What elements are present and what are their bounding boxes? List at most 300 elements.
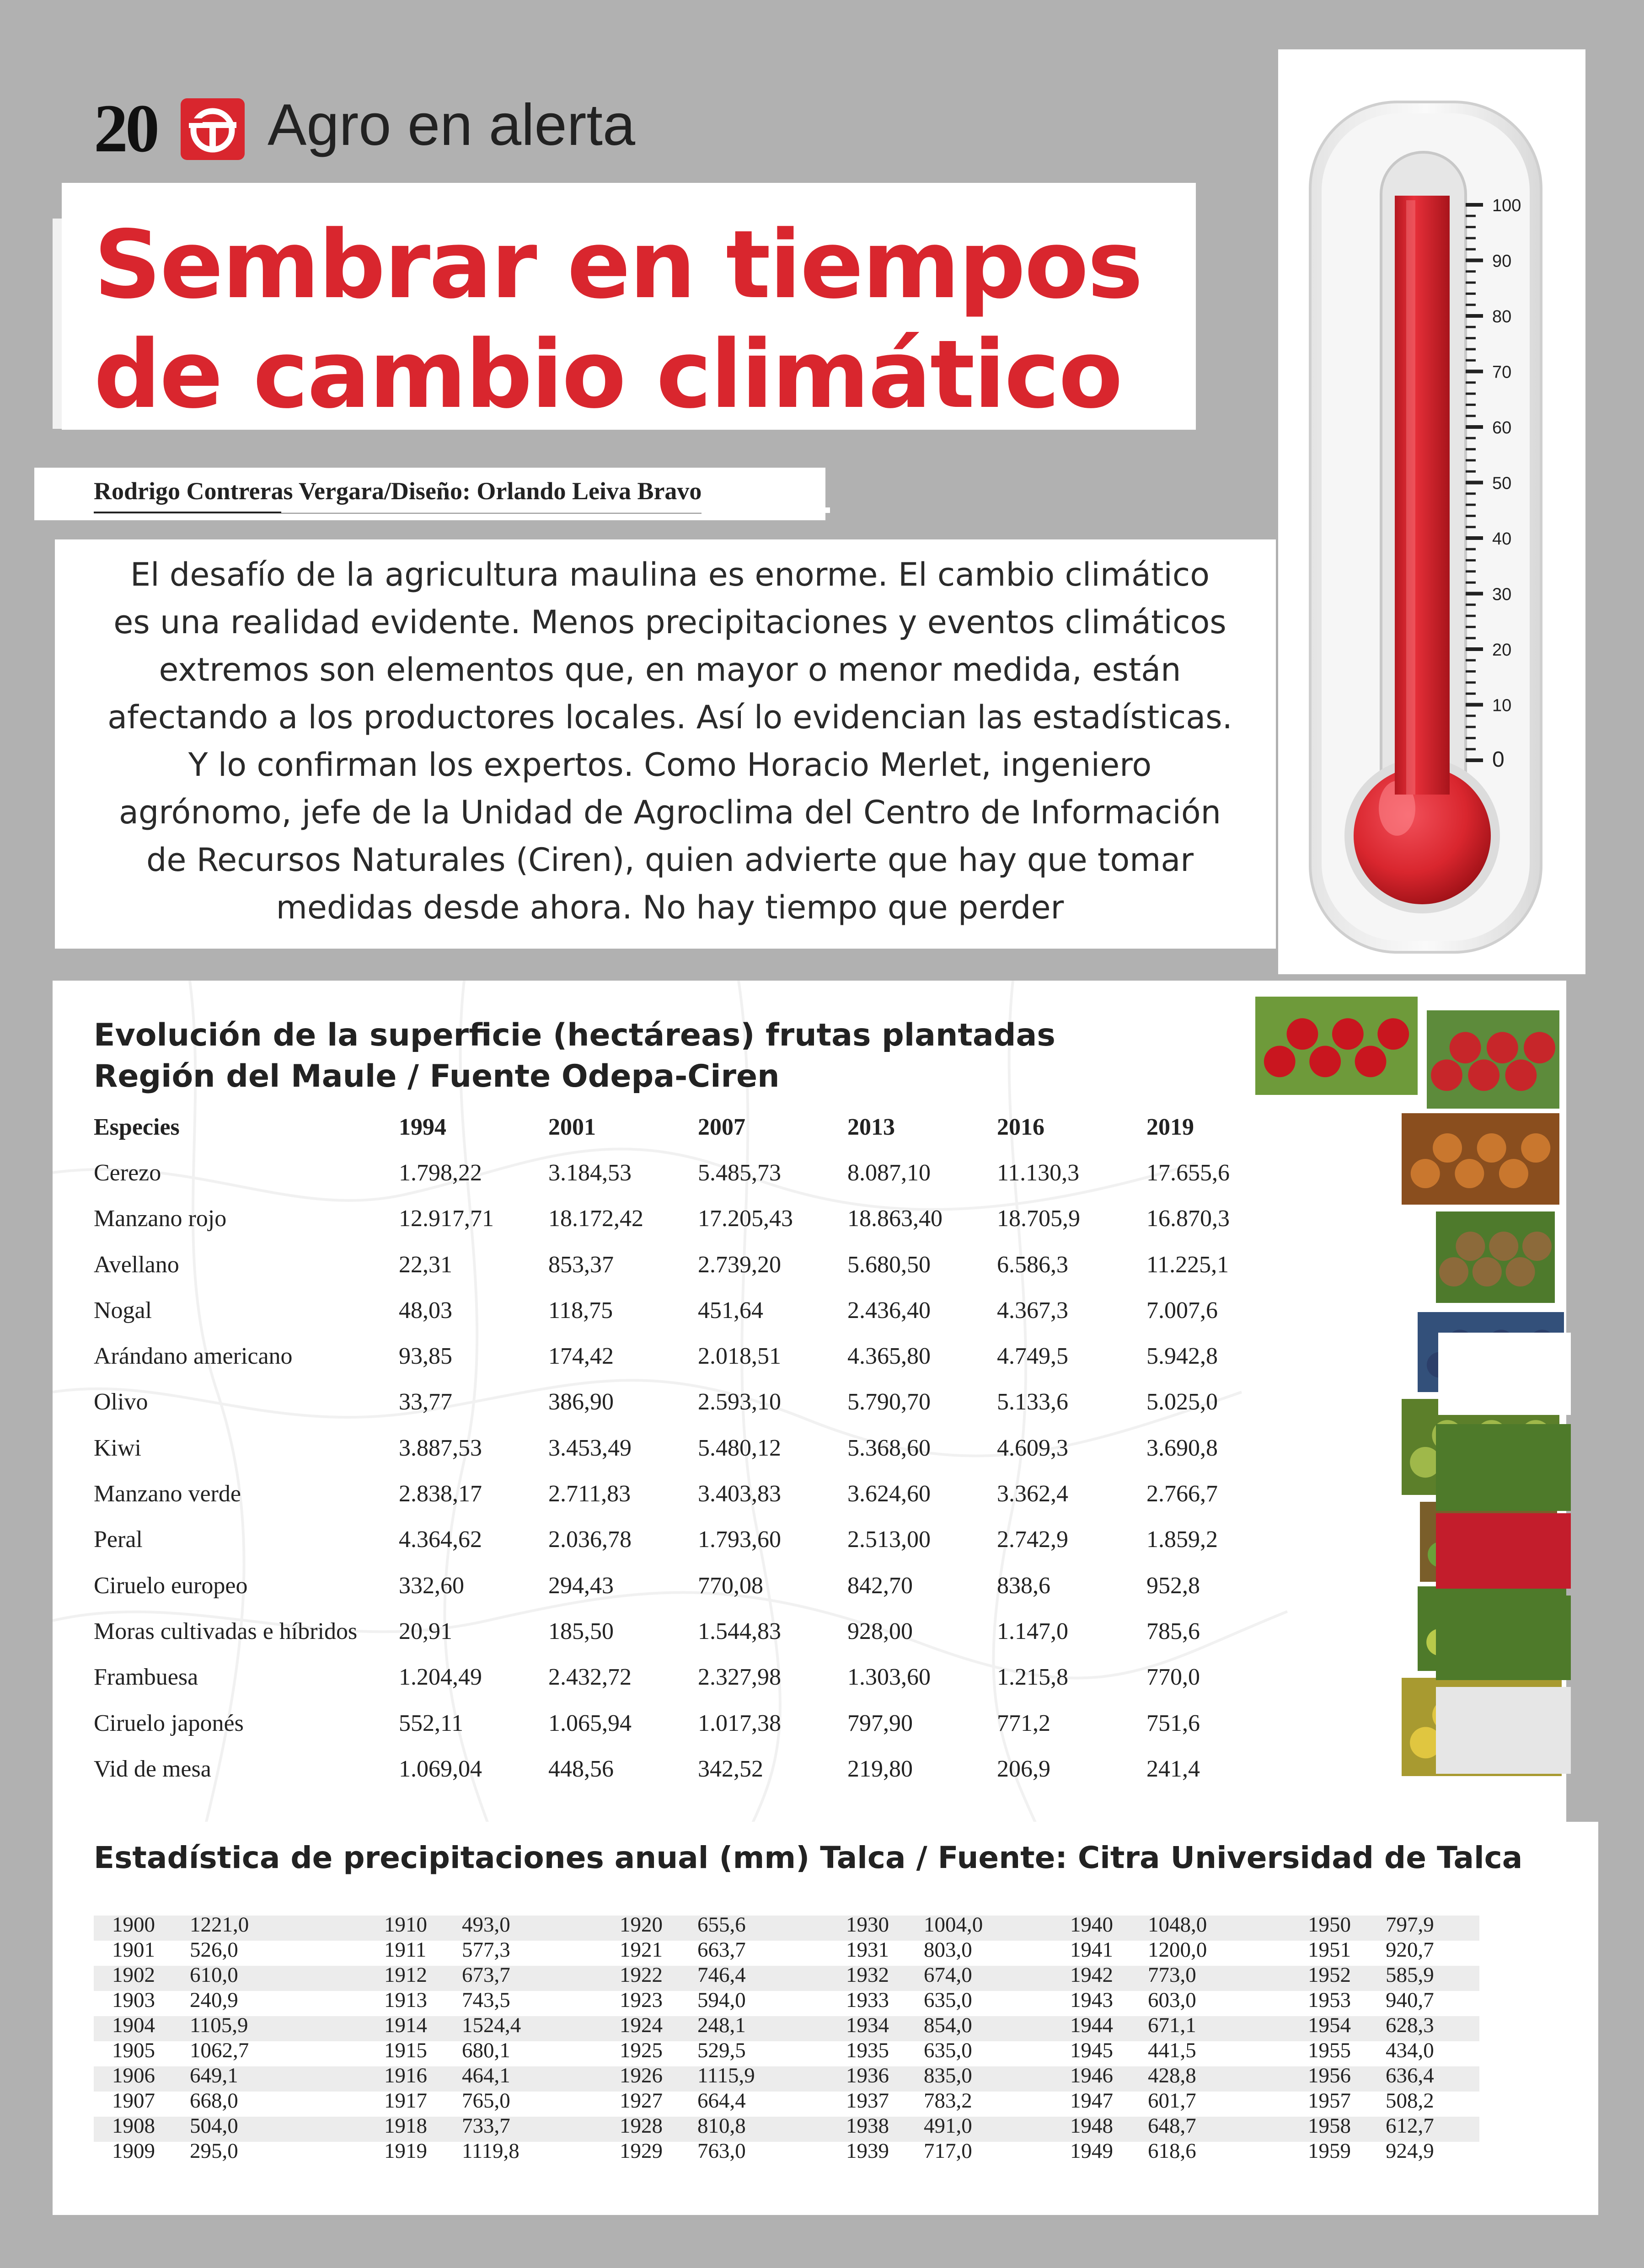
precipitation-row [828,2038,983,2063]
rainfall-cell: 680,1 [462,2039,510,2062]
year-cell: 1932 [846,1963,889,1987]
rainfall-cell: 636,4 [1386,2064,1434,2087]
year-cell: 1914 [384,2013,427,2037]
precipitation-decade-column [601,1912,755,2164]
precipitation-row [828,1988,983,2013]
area-cell: 3.887,53 [399,1435,482,1461]
year-cell: 1924 [620,2013,663,2037]
rainfall-cell: 635,0 [924,2039,972,2062]
year-cell: 1938 [846,2114,889,2138]
headline-line-2: de cambio climático [94,320,1122,429]
year-cell: 1907 [112,2089,155,2113]
area-cell: 2.711,83 [548,1481,631,1507]
rainfall-cell: 803,0 [924,1938,972,1962]
year-cell: 1939 [846,2139,889,2163]
year-cell: 1904 [112,2013,155,2037]
precipitation-row [94,2088,249,2113]
area-cell: 18.172,42 [548,1206,643,1232]
area-cell: 3.184,53 [548,1159,632,1186]
intro-line: afectando a los productores locales. Así lo evidencian las estadísticas. [107,699,1232,736]
year-cell: 1953 [1308,1988,1351,2012]
rainfall-cell: 940,7 [1386,1988,1434,2012]
year-cell: 1927 [620,2089,663,2113]
page-number: 20 [94,91,157,166]
fruit-table-title [94,1015,1055,1097]
precipitation-row [1290,2063,1434,2088]
rainfall-cell: 668,0 [190,2089,238,2113]
area-cell: 2.766,7 [1146,1481,1218,1507]
rainfall-cell: 585,9 [1386,1963,1434,1987]
hazelnuts-photo [1402,1113,1559,1205]
rainfall-cell: 773,0 [1148,1963,1196,1987]
rainfall-cell: 612,7 [1386,2114,1434,2138]
area-cell: 1.147,0 [997,1618,1068,1644]
area-cell: 5.680,50 [847,1251,931,1278]
precipitation-row [601,2113,755,2139]
year-cell: 1913 [384,1988,427,2012]
table-row [94,1608,1238,1654]
area-cell: 451,64 [698,1297,763,1323]
precipitation-row [94,1988,249,2013]
year-cell: 1933 [846,1988,889,2012]
area-cell: 206,9 [997,1756,1050,1782]
species-cell: Kiwi [94,1435,141,1461]
area-cell: 18.863,40 [847,1206,942,1232]
scale-label: 50 [1492,474,1512,493]
table-row [94,1563,1238,1608]
rainfall-cell: 603,0 [1148,1988,1196,2012]
year-cell: 1947 [1070,2089,1113,2113]
year-cell: 1911 [384,1938,427,1962]
species-cell: Moras cultivadas e híbridos [94,1618,358,1644]
rainfall-cell: 1200,0 [1148,1938,1207,1962]
area-cell: 785,6 [1146,1618,1200,1644]
precipitation-row [601,2088,755,2113]
area-cell: 853,37 [548,1251,614,1278]
precipitation-row [601,1912,755,1937]
area-cell: 22,31 [399,1251,452,1278]
year-cell: 1934 [846,2013,889,2037]
precipitation-row [366,2063,521,2088]
area-cell: 5.480,12 [698,1435,781,1461]
table-row [94,1471,1238,1516]
precipitation-decade-column [828,1912,983,2164]
rainfall-cell: 441,5 [1148,2039,1196,2062]
year-cell: 1943 [1070,1988,1113,2012]
scale-label: 20 [1492,640,1512,660]
column-header-year: 2001 [548,1114,596,1140]
precipitation-row [366,1988,521,2013]
rainfall-cell: 664,4 [697,2089,746,2113]
table-row [94,1700,1238,1746]
year-cell: 1948 [1070,2114,1113,2138]
area-cell: 12.917,71 [399,1206,494,1232]
rainfall-cell: 1062,7 [190,2039,249,2062]
precipitation-row [601,2063,755,2088]
precipitation-row [94,1963,249,1988]
species-cell: Avellano [94,1251,179,1278]
fruit-photo-collage [1255,997,1571,1788]
rainfall-cell: 240,9 [190,1988,238,2012]
scale-label: 30 [1492,585,1512,604]
table-row [94,1654,1238,1700]
precipitation-row-stripes [94,1916,1479,2167]
year-cell: 1944 [1070,2013,1113,2037]
japanese-plum-photo [1436,1596,1571,1680]
area-cell: 2.593,10 [698,1389,781,1415]
precipitation-row [601,2038,755,2063]
area-cell: 3.453,49 [548,1435,632,1461]
area-cell: 3.403,83 [698,1481,781,1507]
area-cell: 797,90 [847,1710,913,1736]
area-cell: 1.204,49 [399,1664,482,1691]
rainfall-cell: 1048,0 [1148,1913,1207,1937]
rainfall-cell: 248,1 [697,2013,746,2037]
year-cell: 1950 [1308,1913,1351,1937]
rainfall-cell: 504,0 [190,2114,238,2138]
area-cell: 5.025,0 [1146,1389,1218,1415]
area-cell: 3.362,4 [997,1481,1068,1507]
year-cell: 1955 [1308,2039,1351,2062]
column-header-year: 1994 [399,1114,446,1140]
area-cell: 1.065,94 [548,1710,632,1736]
precipitation-row [94,2113,249,2139]
area-cell: 8.087,10 [847,1159,931,1186]
precipitation-decade-column [366,1912,521,2164]
precipitation-row [366,1963,521,1988]
scale-label: 0 [1492,747,1505,772]
rainfall-cell: 529,5 [697,2039,746,2062]
area-cell: 2.513,00 [847,1526,931,1553]
precipitation-row [366,2088,521,2113]
headline-line-1: Sembrar en tiempos [94,211,1142,320]
area-cell: 2.018,51 [698,1343,781,1370]
grapes-photo [1436,1687,1571,1774]
rainfall-cell: 743,5 [462,1988,510,2012]
precipitation-decade-column [1052,1912,1207,2164]
year-cell: 1949 [1070,2139,1113,2163]
rainfall-cell: 649,1 [190,2064,238,2087]
area-cell: 928,00 [847,1618,913,1644]
area-cell: 33,77 [399,1389,452,1415]
area-cell: 2.436,40 [847,1297,931,1323]
area-cell: 2.838,17 [399,1481,482,1507]
precipitation-row [828,1963,983,1988]
area-cell: 2.742,9 [997,1526,1068,1553]
rainfall-cell: 1004,0 [924,1913,983,1937]
headline [94,210,1142,430]
precipitation-row [828,1912,983,1937]
precipitation-row [366,1912,521,1937]
area-cell: 2.739,20 [698,1251,781,1278]
precipitation-row [1290,2088,1434,2113]
intro-line: extremos son elementos que, en mayor o menor medida, están [159,651,1181,688]
section-title: Agro en alerta [268,92,636,158]
area-cell: 552,11 [399,1710,464,1736]
year-cell: 1906 [112,2064,155,2087]
year-cell: 1946 [1070,2064,1113,2087]
precipitation-row [1052,1963,1207,1988]
rainfall-cell: 717,0 [924,2139,972,2163]
rainfall-cell: 295,0 [190,2139,238,2163]
rainfall-cell: 835,0 [924,2064,972,2087]
year-cell: 1922 [620,1963,663,1987]
rainfall-cell: 655,6 [697,1913,746,1937]
rainfall-cell: 508,2 [1386,2089,1434,2113]
scale-label: 60 [1492,418,1512,438]
table-row [94,1287,1238,1333]
precipitation-row [1052,2113,1207,2139]
precipitation-row [94,1912,249,1937]
precipitation-row [94,2013,249,2038]
area-cell: 4.367,3 [997,1297,1068,1323]
precipitation-row [601,2013,755,2038]
area-cell: 48,03 [399,1297,452,1323]
precipitation-row [1052,2139,1207,2164]
rainfall-cell: 765,0 [462,2089,510,2113]
year-cell: 1931 [846,1938,889,1962]
table-row [94,1150,1238,1195]
species-cell: Ciruelo europeo [94,1572,248,1599]
year-cell: 1958 [1308,2114,1351,2138]
year-cell: 1900 [112,1913,155,1937]
year-cell: 1919 [384,2139,427,2163]
area-cell: 219,80 [847,1756,913,1782]
year-cell: 1929 [620,2139,663,2163]
area-cell: 241,4 [1146,1756,1200,1782]
rainfall-cell: 663,7 [697,1938,746,1962]
rainfall-cell: 628,3 [1386,2013,1434,2037]
area-cell: 838,6 [997,1572,1050,1599]
scale-label: 90 [1492,251,1512,271]
intro-line: es una realidad evidente. Menos precipitaciones y eventos climáticos [113,603,1226,641]
scale-label: 80 [1492,307,1512,326]
precipitation-title: Estadística de precipitaciones anual (mm) Talca / Fuente: Citra Universidad de Talca [94,1840,1523,1875]
precipitation-row [601,1963,755,1988]
species-cell: Vid de mesa [94,1756,211,1782]
area-cell: 1.859,2 [1146,1526,1218,1553]
precipitation-decade-column [1290,1912,1434,2164]
area-cell: 294,43 [548,1572,614,1599]
species-cell: Peral [94,1526,143,1553]
species-cell: Manzano verde [94,1481,241,1507]
rainfall-cell: 763,0 [697,2139,746,2163]
year-cell: 1903 [112,1988,155,2012]
area-cell: 386,90 [548,1389,614,1415]
fruit-surface-table [94,1104,1238,1792]
species-cell: Cerezo [94,1159,161,1186]
area-cell: 1.793,60 [698,1526,781,1553]
thermometer-icon [1278,49,1585,974]
rainfall-cell: 601,7 [1148,2089,1196,2113]
red-apple-photo [1427,1010,1559,1109]
rainfall-cell: 577,3 [462,1938,510,1962]
area-cell: 17.655,6 [1146,1159,1230,1186]
rainfall-cell: 618,6 [1148,2139,1196,2163]
intro-line: El desafío de la agricultura maulina es enorme. El cambio climático [130,556,1210,593]
year-cell: 1959 [1308,2139,1351,2163]
fruit-table-title-line-1: Evolución de la superficie (hectáreas) frutas plantadas [94,1017,1055,1053]
intro-paragraph [87,551,1253,931]
cherries-photo [1255,997,1418,1095]
rainfall-cell: 783,2 [924,2089,972,2113]
byline-underline-cover [281,507,830,513]
precipitation-decade-column [94,1912,249,2164]
year-cell: 1910 [384,1913,427,1937]
year-cell: 1917 [384,2089,427,2113]
rainfall-cell: 464,1 [462,2064,510,2087]
area-cell: 6.586,3 [997,1251,1068,1278]
area-cell: 2.327,98 [698,1664,781,1691]
year-cell: 1954 [1308,2013,1351,2037]
area-cell: 4.364,62 [399,1526,482,1553]
area-cell: 1.017,38 [698,1710,781,1736]
blackberries-photo [1438,1333,1571,1415]
area-cell: 5.133,6 [997,1389,1068,1415]
area-cell: 18.705,9 [997,1206,1080,1232]
area-cell: 952,8 [1146,1572,1200,1599]
precipitation-row [1290,1988,1434,2013]
walnut-photo [1436,1211,1555,1303]
rainfall-cell: 491,0 [924,2114,972,2138]
area-cell: 1.215,8 [997,1664,1068,1691]
precipitation-row [94,1937,249,1963]
year-cell: 1925 [620,2039,663,2062]
area-cell: 11.130,3 [997,1159,1080,1186]
scale-label: 10 [1492,696,1512,715]
precipitation-row [366,1937,521,1963]
area-cell: 93,85 [399,1343,452,1370]
table-row [94,1379,1238,1425]
year-cell: 1937 [846,2089,889,2113]
scale-label: 100 [1492,196,1521,215]
table-row [94,1196,1238,1242]
rainfall-cell: 428,8 [1148,2064,1196,2087]
rainfall-cell: 924,9 [1386,2139,1434,2163]
precipitation-row [601,1988,755,2013]
column-header-year: 2016 [997,1114,1044,1140]
rainfall-cell: 810,8 [697,2114,746,2138]
precipitation-row [366,2113,521,2139]
rainfall-cell: 635,0 [924,1988,972,2012]
area-cell: 7.007,6 [1146,1297,1218,1323]
rainfall-cell: 674,0 [924,1963,972,1987]
year-cell: 1915 [384,2039,427,2062]
year-cell: 1920 [620,1913,663,1937]
precipitation-row [366,2038,521,2063]
precipitation-row [1290,1937,1434,1963]
species-cell: Manzano rojo [94,1206,227,1232]
rainfall-cell: 526,0 [190,1938,238,1962]
table-row [94,1517,1238,1563]
rainfall-cell: 594,0 [697,1988,746,2012]
area-cell: 1.544,83 [698,1618,781,1644]
area-cell: 2.432,72 [548,1664,632,1691]
intro-line: de Recursos Naturales (Ciren), quien advierte que hay que tomar [146,841,1194,879]
column-header-year: 2007 [698,1114,745,1140]
precipitation-row [366,2013,521,2038]
area-cell: 5.485,73 [698,1159,781,1186]
year-cell: 1926 [620,2064,663,2087]
area-cell: 1.069,04 [399,1756,482,1782]
raspberries-photo [1436,1513,1571,1589]
area-cell: 5.942,8 [1146,1343,1218,1370]
table-row [94,1746,1238,1792]
area-cell: 448,56 [548,1756,614,1782]
year-cell: 1942 [1070,1963,1113,1987]
precipitation-row [601,1937,755,1963]
year-cell: 1936 [846,2064,889,2087]
year-cell: 1923 [620,1988,663,2012]
species-cell: Frambuesa [94,1664,198,1691]
species-cell: Nogal [94,1297,152,1323]
area-cell: 1.303,60 [847,1664,931,1691]
area-cell: 5.790,70 [847,1389,931,1415]
rainfall-cell: 854,0 [924,2013,972,2037]
precipitation-row [1052,1988,1207,2013]
area-cell: 770,08 [698,1572,763,1599]
area-cell: 4.609,3 [997,1435,1068,1461]
precipitation-row [94,2063,249,2088]
area-cell: 5.368,60 [847,1435,931,1461]
precipitation-row [1052,2013,1207,2038]
area-cell: 3.624,60 [847,1481,931,1507]
rainfall-cell: 671,1 [1148,2013,1196,2037]
precipitation-row [1290,2038,1434,2063]
rainfall-cell: 648,7 [1148,2114,1196,2138]
species-cell: Ciruelo japonés [94,1710,244,1736]
precipitation-row [1052,2088,1207,2113]
column-header-species: Especies [94,1114,180,1140]
table-row [94,1242,1238,1287]
precipitation-row [1290,1912,1434,1937]
precipitation-row [1290,2013,1434,2038]
year-cell: 1916 [384,2064,427,2087]
area-cell: 770,0 [1146,1664,1200,1691]
species-cell: Olivo [94,1389,148,1415]
intro-line: medidas desde ahora. No hay tiempo que perder [276,889,1064,926]
area-cell: 118,75 [548,1297,613,1323]
area-cell: 20,91 [399,1618,452,1644]
rainfall-cell: 733,7 [462,2114,510,2138]
year-cell: 1935 [846,2039,889,2062]
year-cell: 1951 [1308,1938,1351,1962]
precipitation-row [366,2139,521,2164]
rainfall-cell: 1221,0 [190,1913,249,1937]
area-cell: 1.798,22 [399,1159,482,1186]
year-cell: 1956 [1308,2064,1351,2087]
precipitation-row [94,2038,249,2063]
rainfall-cell: 1115,9 [697,2064,755,2087]
precipitation-row [1052,2038,1207,2063]
rainfall-cell: 673,7 [462,1963,510,1987]
rainfall-cell: 746,4 [697,1963,746,1987]
area-cell: 174,42 [548,1343,614,1370]
year-cell: 1905 [112,2039,155,2062]
year-cell: 1908 [112,2114,155,2138]
precipitation-row [1290,2113,1434,2139]
rainfall-cell: 610,0 [190,1963,238,1987]
precipitation-row [828,1937,983,1963]
precipitation-row [1052,2063,1207,2088]
year-cell: 1957 [1308,2089,1351,2113]
column-header-year: 2013 [847,1114,895,1140]
area-cell: 842,70 [847,1572,913,1599]
species-cell: Arándano americano [94,1343,293,1370]
year-cell: 1901 [112,1938,155,1962]
year-cell: 1928 [620,2114,663,2138]
area-cell: 16.870,3 [1146,1206,1230,1232]
